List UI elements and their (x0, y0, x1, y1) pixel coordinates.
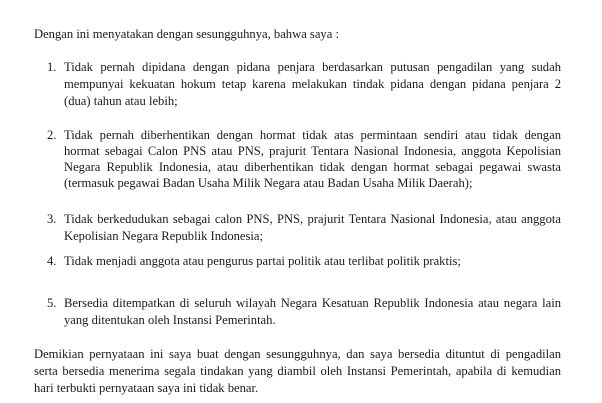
item-text-line: Negara Republik Indonesia, atau diberhentikan tidak dengan hormat sebagai pegawai swasta (64, 160, 561, 174)
item-number: 2. (47, 128, 57, 142)
item-text-line: hormat sebagai Calon PNS atau PNS, prajurit Tentara Nasional Indonesia, anggota Kepolisian (64, 144, 561, 158)
closing-line: hari terbukti pernyataan saya ini tidak benar. (34, 381, 259, 395)
intro-text: Dengan ini menyatakan dengan sesungguhnya, bahwa saya : (34, 27, 339, 41)
item-text-line: Bersedia ditempatkan di seluruh wilayah Negara Kesatuan Republik Indonesia atau negara lain (64, 296, 561, 310)
item-number: 4. (47, 254, 57, 268)
item-text-line: mempunyai kekuatan hokum tetap karena melakukan tindak pidana dengan pidana penjara 2 (64, 77, 561, 91)
closing-line: Demikian pernyataan ini saya buat dengan sesungguhnya, dan saya bersedia dituntut di pengadilan (34, 347, 561, 361)
item-number: 5. (47, 296, 57, 310)
item-text-line: Tidak pernah diberhentikan dengan hormat tidak atas permintaan sendiri atau tidak dengan (64, 128, 561, 142)
item-text-line: Kepolisian Negara Republik Indonesia; (64, 229, 263, 243)
item-text-line: Tidak menjadi anggota atau pengurus partai politik atau terlibat politik praktis; (64, 254, 461, 268)
item-number: 3. (47, 212, 57, 226)
item-text-line: (termasuk pegawai Badan Usaha Milik Negara atau Badan Usaha Milik Daerah); (64, 176, 473, 190)
item-text-line: yang ditentukan oleh Instansi Pemerintah. (64, 313, 276, 327)
item-text-line: Tidak pernah dipidana dengan pidana penjara berdasarkan putusan pengadilan yang sudah (64, 60, 561, 74)
closing-line: serta bersedia menerima segala tindakan yang diambil oleh Instansi Pemerintah, apabila di kemudian (34, 364, 561, 378)
item-text-line: Tidak berkedudukan sebagai calon PNS, PNS, prajurit Tentara Nasional Indonesia, atau anggota (64, 212, 561, 226)
item-text-line: (dua) tahun atau lebih; (64, 94, 178, 108)
item-number: 1. (47, 60, 57, 74)
